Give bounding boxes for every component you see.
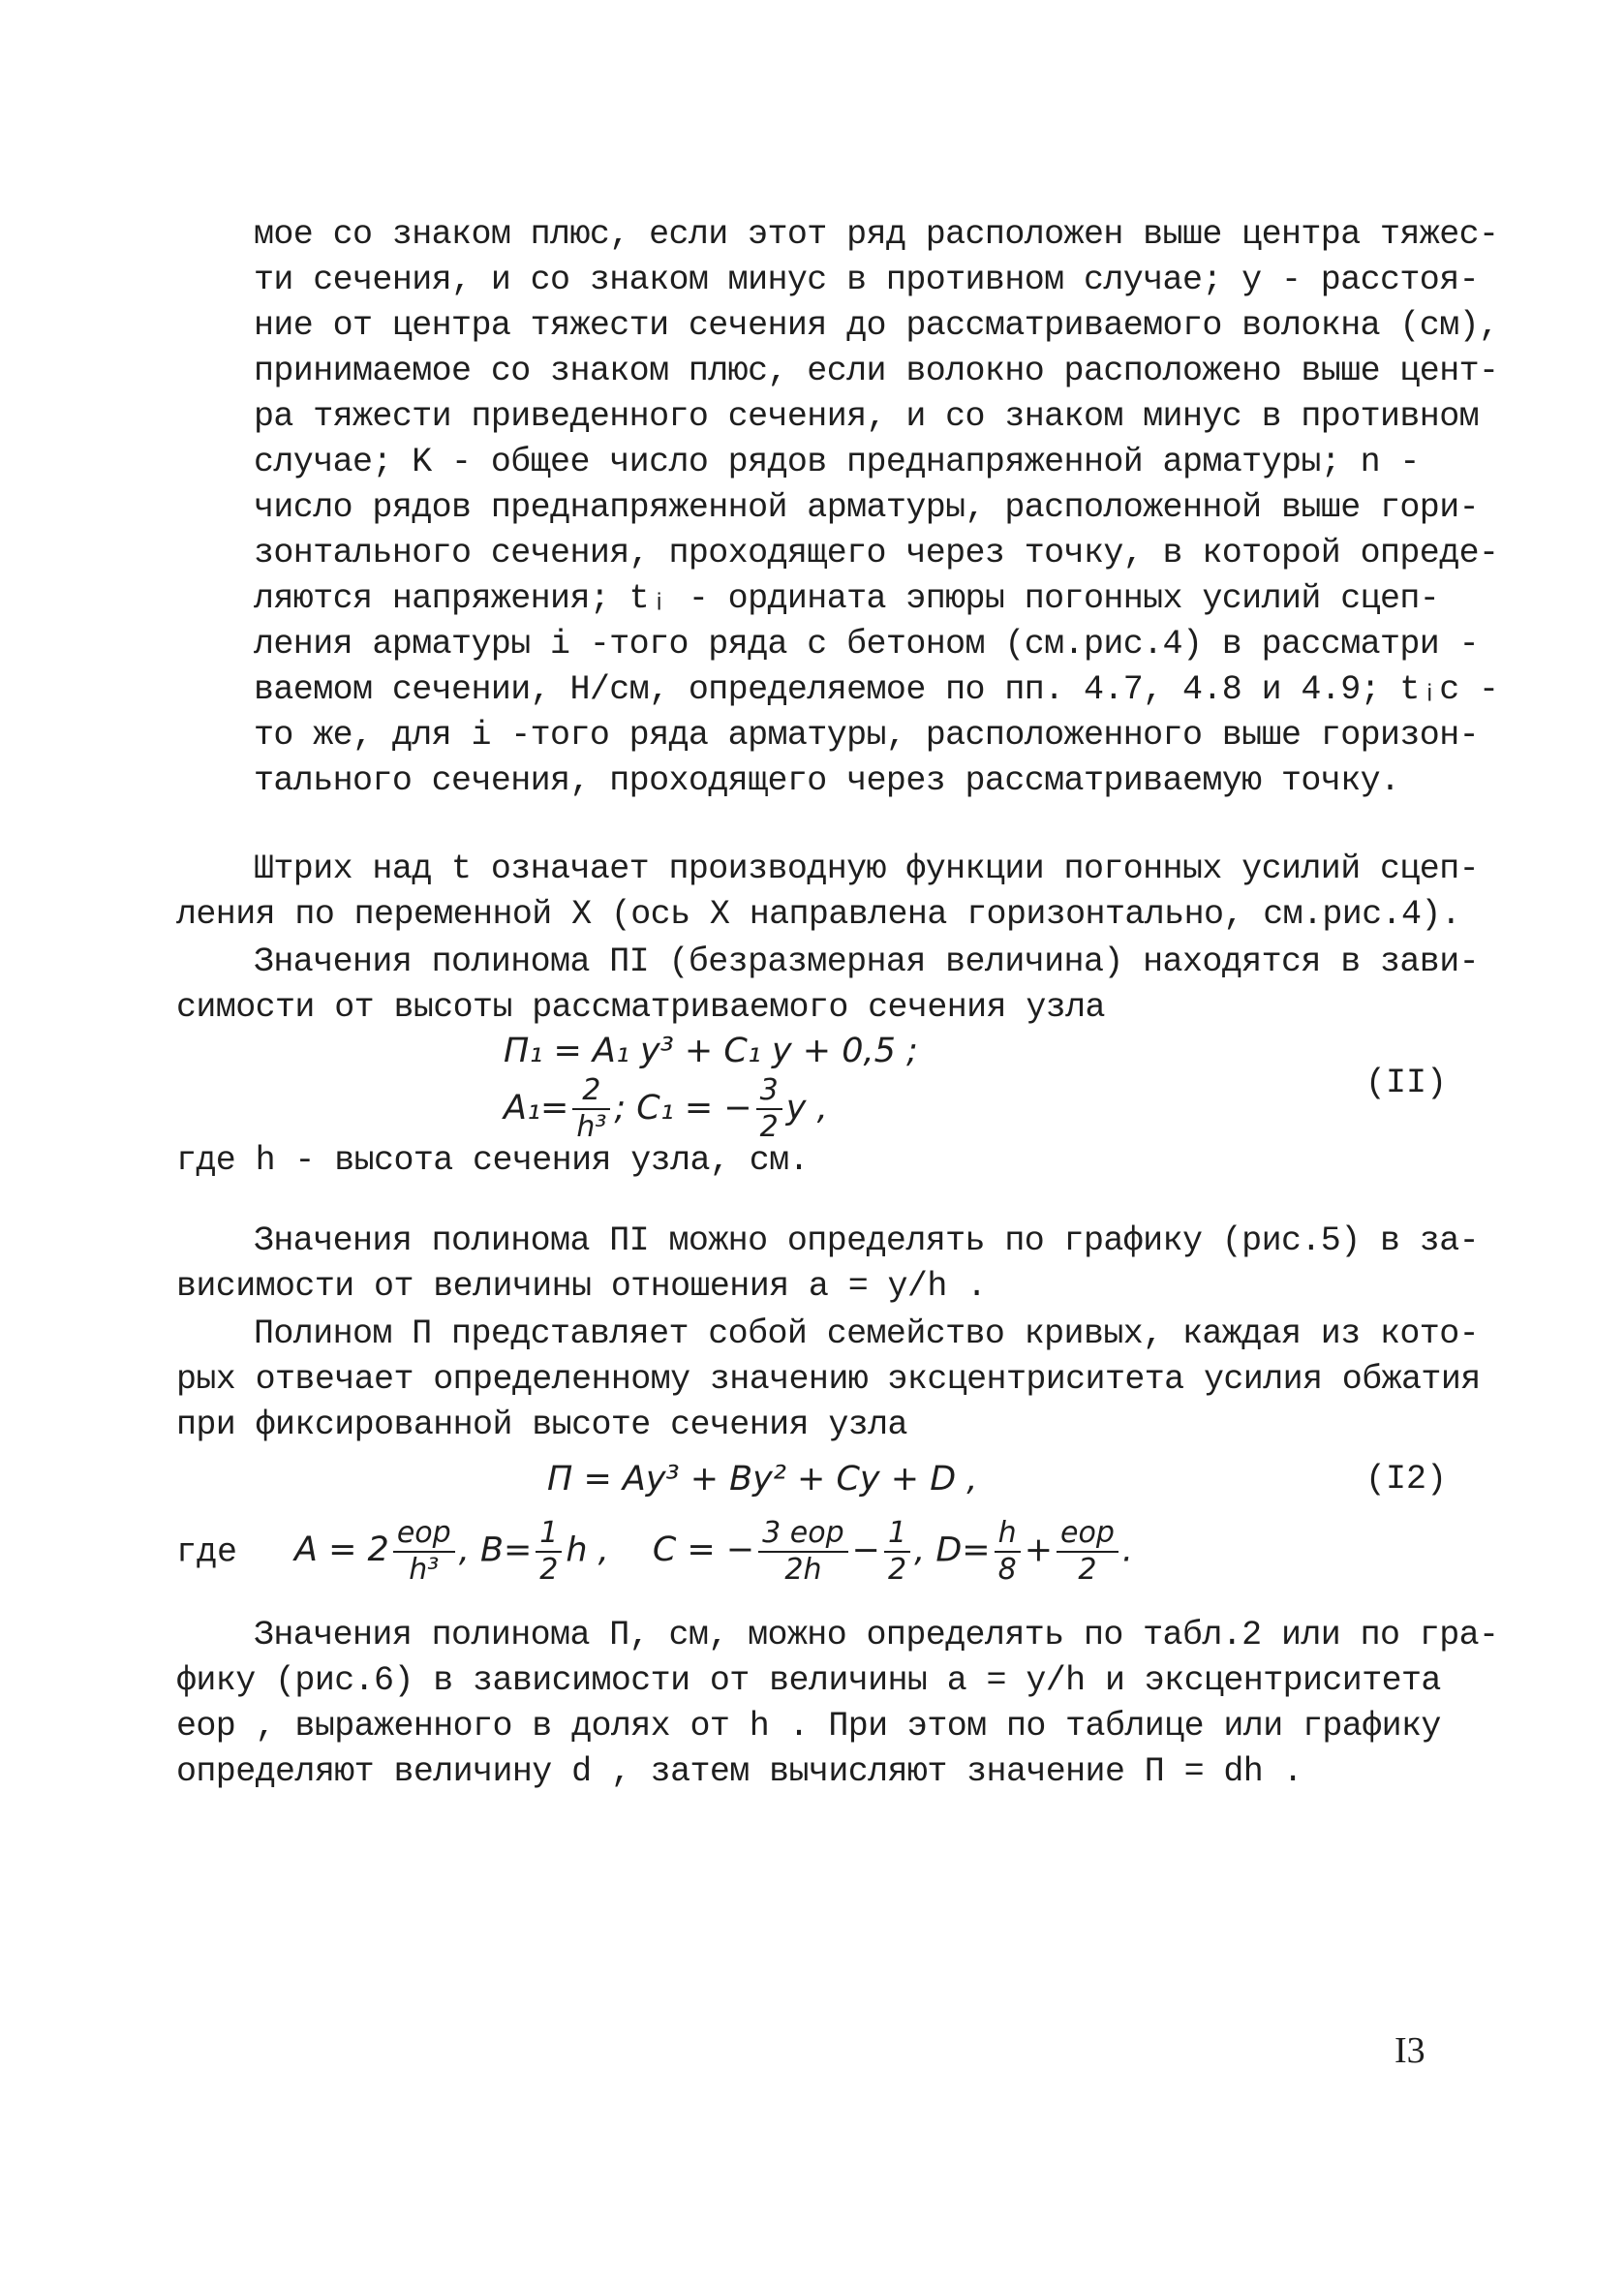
text-line: симости от высоты рассматриваемого сечения узла [176, 988, 1105, 1027]
fraction [758, 1516, 847, 1588]
text-line: то же, для i -того ряда арматуры, расположенного выше горизон- [254, 716, 1480, 755]
equation-12-coefficients [176, 1516, 1133, 1588]
fraction-denominator: 8 [997, 1553, 1017, 1587]
eq-term: h , [566, 1530, 609, 1570]
text-line: случае; K - общее число рядов преднапряженной арматуры; n - [254, 443, 1420, 481]
eq-term: . [1121, 1530, 1134, 1570]
text-line: рых отвечает определенному значению эксцентриситета усилия обжатия [176, 1360, 1481, 1399]
eq-term: , D= [914, 1530, 991, 1570]
equation-12: П = Ay³ + By² + Cy + D , [547, 1460, 978, 1499]
fraction-denominator: 2 [759, 1110, 779, 1144]
text-line: при фиксированной высоте сечения узла [176, 1406, 907, 1444]
text-line: Штрих над t означает производную функции погонных усилий сцеп- [254, 850, 1480, 888]
text-line: тального сечения, проходящего через рассматриваемую точку. [254, 761, 1400, 800]
text-line: ляются напряжения; tᵢ - ордината эпюры погонных усилий сцеп- [254, 579, 1440, 618]
text-line: Значения полинома П, см, можно определять по табл.2 или по гра- [254, 1616, 1499, 1654]
paragraph-graph-reference [176, 1219, 1480, 1310]
eq-term: − [851, 1530, 880, 1570]
fraction-numerator: 1 [884, 1516, 910, 1553]
eq-term: y , [785, 1089, 828, 1128]
fraction-numerator: 1 [536, 1516, 562, 1553]
fraction [393, 1516, 455, 1588]
text-line: ления арматуры i -того ряда с бетоном (см.рис.4) в рассматри - [254, 625, 1480, 664]
text-line: eop , выраженного в долях от h . При этом по таблице или графику [176, 1707, 1441, 1746]
fraction [995, 1516, 1021, 1588]
text-line: Значения полинома ПI (безразмерная величина) находятся в зави- [254, 943, 1480, 981]
fraction-numerator: 2 [572, 1073, 610, 1110]
eq-term: , B= [458, 1530, 533, 1570]
where-word: где [176, 1532, 238, 1572]
fraction [536, 1516, 562, 1588]
fraction-denominator: h³ [576, 1110, 607, 1144]
text-line: фику (рис.6) в зависимости от величины a = y/h и эксцентриситета [176, 1661, 1441, 1700]
fraction-denominator: h³ [409, 1553, 440, 1587]
fraction-numerator: 3 eop [758, 1516, 847, 1553]
fraction [1057, 1516, 1118, 1588]
text-line: где h - высота сечения узла, см. [176, 1141, 809, 1180]
text-line: определяют величину d , затем вычисляют значение П = dh . [176, 1752, 1302, 1791]
text-line: ления по переменной X (ось X направлена горизонтально, см.рис.4). [176, 895, 1461, 934]
text-line: ваемом сечении, Н/см, определяемое по пп. 4.7, 4.8 и 4.9; tᵢc - [254, 670, 1499, 709]
text-line: Полином П представляет собой семейство кривых, каждая из кото- [254, 1314, 1480, 1353]
fraction-denominator: 2h [784, 1553, 822, 1587]
fraction-numerator: 3 [756, 1073, 782, 1110]
fraction-denominator: 2 [1078, 1553, 1097, 1587]
fraction-denominator: 2 [539, 1553, 559, 1587]
paragraph-h-definition [176, 1138, 809, 1184]
text-line: ние от центра тяжести сечения до рассматриваемого волокна (см), [254, 306, 1499, 345]
fraction [756, 1073, 782, 1145]
equation-number-11: (II) [1365, 1064, 1448, 1102]
text-line: зонтального сечения, проходящего через точку, в которой опреде- [254, 534, 1499, 572]
eq-term: + [1024, 1530, 1054, 1570]
page-number: I3 [1394, 2030, 1425, 2071]
text-line: число рядов преднапряженной арматуры, расположенной выше гори- [254, 488, 1480, 527]
paragraph-table-reference [176, 1613, 1499, 1795]
fraction [884, 1516, 910, 1588]
fraction-denominator: 2 [887, 1553, 907, 1587]
fraction [572, 1073, 610, 1145]
text-line: висимости от величины отношения a = y/h . [176, 1267, 987, 1306]
equation-11-line1: П₁ = A₁ y³ + C₁ y + 0,5 ; [504, 1032, 918, 1070]
eq-term: A = 2 [294, 1530, 389, 1570]
equation-number-12: (I2) [1365, 1460, 1448, 1499]
text-line: принимаемое со знаком плюс, если волокно расположено выше цент- [254, 352, 1499, 390]
eq-term: A₁= [504, 1089, 569, 1128]
fraction-numerator: eop [1057, 1516, 1118, 1553]
eq-term: C = − [652, 1530, 755, 1570]
text-line: ти сечения, и со знаком минус в противном случае; y - расстоя- [254, 261, 1480, 299]
paragraph-polynomial-intro [176, 940, 1480, 1031]
paragraph-derivative-note [176, 847, 1480, 938]
paragraph-definitions [254, 212, 1498, 804]
eq-term: ; C₁ = − [614, 1089, 752, 1128]
text-line: мое со знаком плюс, если этот ряд расположен выше центра тяжес- [254, 215, 1499, 254]
fraction-numerator: eop [393, 1516, 455, 1553]
fraction-numerator: h [995, 1516, 1021, 1553]
text-line: Значения полинома ПI можно определять по графику (рис.5) в за- [254, 1221, 1480, 1260]
text-line: ра тяжести приведенного сечения, и со знаком минус в противном [254, 397, 1480, 436]
equation-11-line2 [504, 1073, 828, 1145]
paragraph-family-of-curves [176, 1312, 1481, 1448]
